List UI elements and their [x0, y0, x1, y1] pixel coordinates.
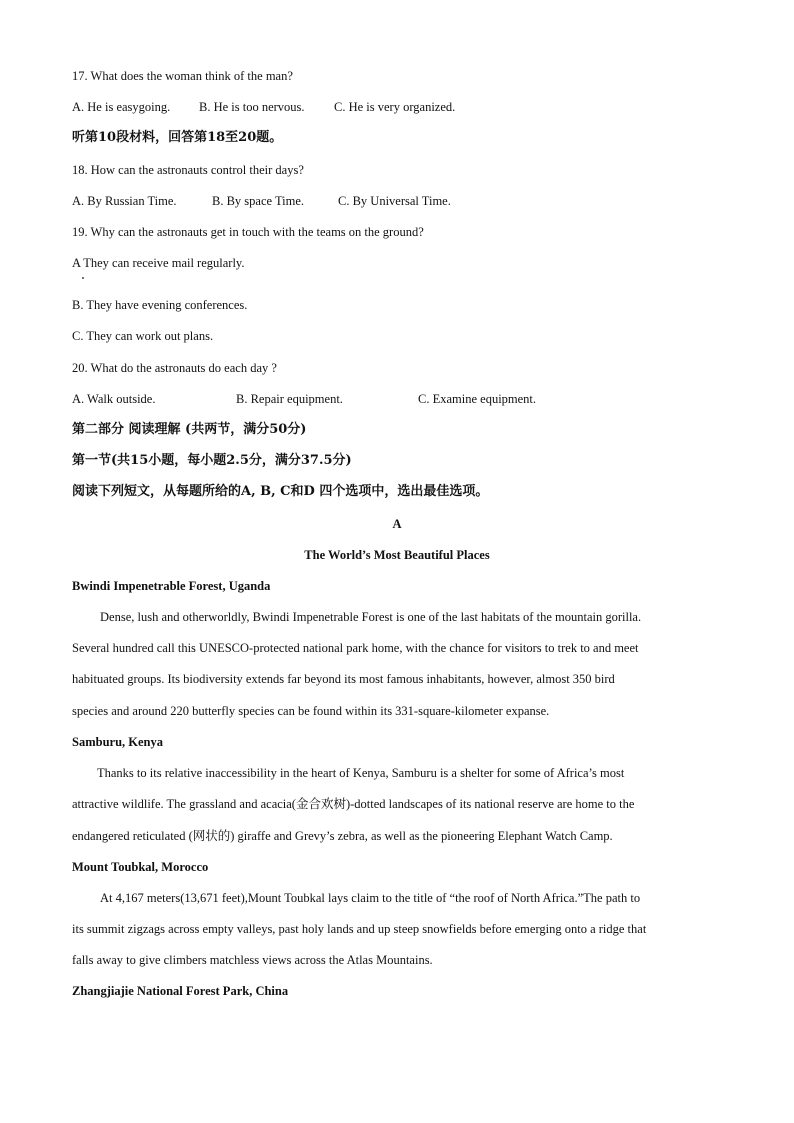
question-17: 17. What does the woman think of the man? [72, 69, 293, 83]
paragraph-line: Thanks to its relative inaccessibility in the heart of Kenya, Samburu is a shelter for some of Africa’s most [97, 766, 625, 780]
paragraph-line: species and around 220 butterfly species can be found within its 331-square-kilometer expanse. [72, 704, 550, 718]
passage-title: The World’s Most Beautiful Places [304, 548, 490, 562]
option-a: A. By Russian Time. [72, 194, 177, 208]
section-1-heading: 第一节(共15小题，每小题2.5分，满分37.5分) [72, 453, 352, 468]
stray-dot [82, 277, 84, 279]
option-a: A. He is easygoing. [72, 100, 171, 114]
option-b: B. Repair equipment. [236, 392, 343, 406]
option-a: A. Walk outside. [72, 392, 156, 406]
paragraph-line: falls away to give climbers matchless views across the Atlas Mountains. [72, 953, 433, 967]
option-a: A They can receive mail regularly. [72, 256, 245, 270]
paragraph-line: Dense, lush and otherworldly, Bwindi Impenetrable Forest is one of the last habitats of the mountain gorilla. [100, 610, 642, 624]
question-20: 20. What do the astronauts do each day ? [72, 361, 277, 375]
place-heading: Samburu, Kenya [72, 735, 163, 749]
paragraph-line: attractive wildlife. The grassland and acacia(金合欢树)-dotted landscapes of its national reserve are home to the [72, 797, 635, 811]
option-b: B. By space Time. [212, 194, 305, 208]
paragraph-line: habituated groups. Its biodiversity extends far beyond its most famous inhabitants, however, almost 350 bird [72, 672, 615, 686]
place-heading: Bwindi Impenetrable Forest, Uganda [72, 579, 271, 593]
option-b: B. They have evening conferences. [72, 298, 248, 312]
question-18: 18. How can the astronauts control their days? [72, 163, 304, 177]
paragraph-line: Several hundred call this UNESCO-protected national park home, with the chance for visitors to trek to and meet [72, 641, 639, 655]
place-heading: Zhangjiajie National Forest Park, China [72, 984, 289, 998]
option-c: C. They can work out plans. [72, 329, 214, 343]
paragraph-line: endangered reticulated (网状的) giraffe and Grevy’s zebra, as well as the pioneering Elephant Watch Camp. [72, 829, 613, 843]
paragraph-line: its summit zigzags across empty valleys, past holy lands and up steep snowfields before emerging onto a ridge that [72, 922, 647, 936]
paragraph-line: At 4,167 meters(13,671 feet),Mount Toubkal lays claim to the title of “the roof of North Africa.”The path to [100, 891, 641, 905]
question-19: 19. Why can the astronauts get in touch with the teams on the ground? [72, 225, 424, 239]
option-c: C. By Universal Time. [338, 194, 451, 208]
instruction-text: 阅读下列短文，从每题所给的A, B, C和D 四个选项中，选出最佳选项。 [72, 484, 489, 499]
option-b: B. He is too nervous. [199, 100, 305, 114]
section-10-heading: 听第10段材料，回答第18至20题。 [72, 130, 283, 145]
option-c: C. Examine equipment. [418, 392, 537, 406]
part-2-heading: 第二部分 阅读理解 (共两节，满分50分) [72, 422, 307, 437]
option-c: C. He is very organized. [334, 100, 456, 114]
passage-letter: A [392, 517, 402, 531]
place-heading: Mount Toubkal, Morocco [72, 860, 209, 874]
